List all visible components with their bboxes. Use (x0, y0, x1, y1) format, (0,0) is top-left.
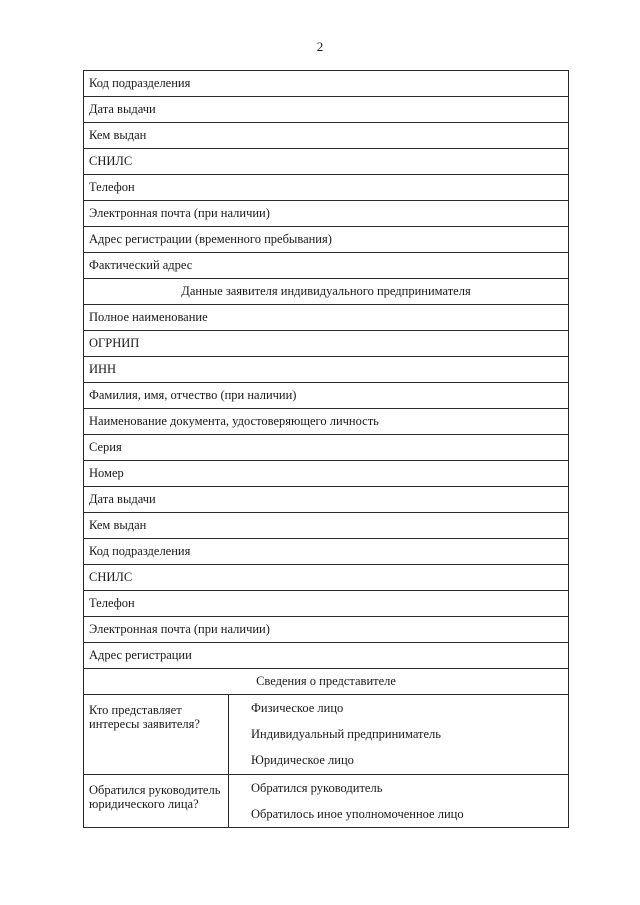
applicant-form-table (83, 70, 569, 828)
rep-question-2-label: Обратился руководитель юридического лица? (84, 775, 229, 828)
table-row (84, 97, 569, 123)
field-label: Телефон (84, 591, 569, 617)
table-row (84, 357, 569, 383)
option-head-applied: Обратился руководитель (251, 781, 383, 795)
table-row (84, 175, 569, 201)
option-other-authorized: Обратилось иное уполномоченное лицо (251, 807, 464, 821)
table-row (84, 539, 569, 565)
table-row (84, 201, 569, 227)
field-label: Код подразделения (84, 539, 569, 565)
option-entrepreneur: Индивидуальный предприниматель (251, 727, 441, 741)
table-row (84, 71, 569, 97)
section-rep-title: Сведения о представителе (84, 669, 569, 695)
field-label: СНИЛС (84, 565, 569, 591)
table-row (84, 123, 569, 149)
field-label: Серия (84, 435, 569, 461)
rep-question-1-label: Кто представляет интересы заявителя? (84, 695, 229, 775)
table-row (84, 305, 569, 331)
table-row (84, 513, 569, 539)
field-label: Дата выдачи (84, 487, 569, 513)
page-number: 2 (316, 39, 324, 54)
field-label: Адрес регистрации (84, 643, 569, 669)
table-row (84, 383, 569, 409)
table-row (84, 487, 569, 513)
field-label: Кем выдан (84, 513, 569, 539)
table-row (84, 591, 569, 617)
field-label: Кем выдан (84, 123, 569, 149)
table-row (84, 461, 569, 487)
question-row (84, 775, 569, 828)
option-legal-entity: Юридическое лицо (251, 753, 354, 767)
field-label: Адрес регистрации (временного пребывания) (84, 227, 569, 253)
field-label: Электронная почта (при наличии) (84, 201, 569, 227)
table-row (84, 253, 569, 279)
rep-question-2-options (229, 775, 569, 828)
field-label: Полное наименование (84, 305, 569, 331)
question-row (84, 695, 569, 775)
field-label: Фамилия, имя, отчество (при наличии) (84, 383, 569, 409)
table-row (84, 643, 569, 669)
section-header-row (84, 669, 569, 695)
field-label: ИНН (84, 357, 569, 383)
field-label: Код подразделения (84, 71, 569, 97)
field-label: Электронная почта (при наличии) (84, 617, 569, 643)
table-row (84, 565, 569, 591)
field-label: Номер (84, 461, 569, 487)
table-row (84, 435, 569, 461)
field-label: Фактический адрес (84, 253, 569, 279)
table-row (84, 227, 569, 253)
option-individual: Физическое лицо (251, 701, 344, 715)
table-row (84, 617, 569, 643)
table-row (84, 149, 569, 175)
section-header-row (84, 279, 569, 305)
section-ip-title: Данные заявителя индивидуального предпринимателя (84, 279, 569, 305)
table-row (84, 331, 569, 357)
rep-question-1-options (229, 695, 569, 775)
table-row (84, 409, 569, 435)
field-label: ОГРНИП (84, 331, 569, 357)
field-label: Дата выдачи (84, 97, 569, 123)
field-label: СНИЛС (84, 149, 569, 175)
field-label: Телефон (84, 175, 569, 201)
field-label: Наименование документа, удостоверяющего личность (84, 409, 569, 435)
